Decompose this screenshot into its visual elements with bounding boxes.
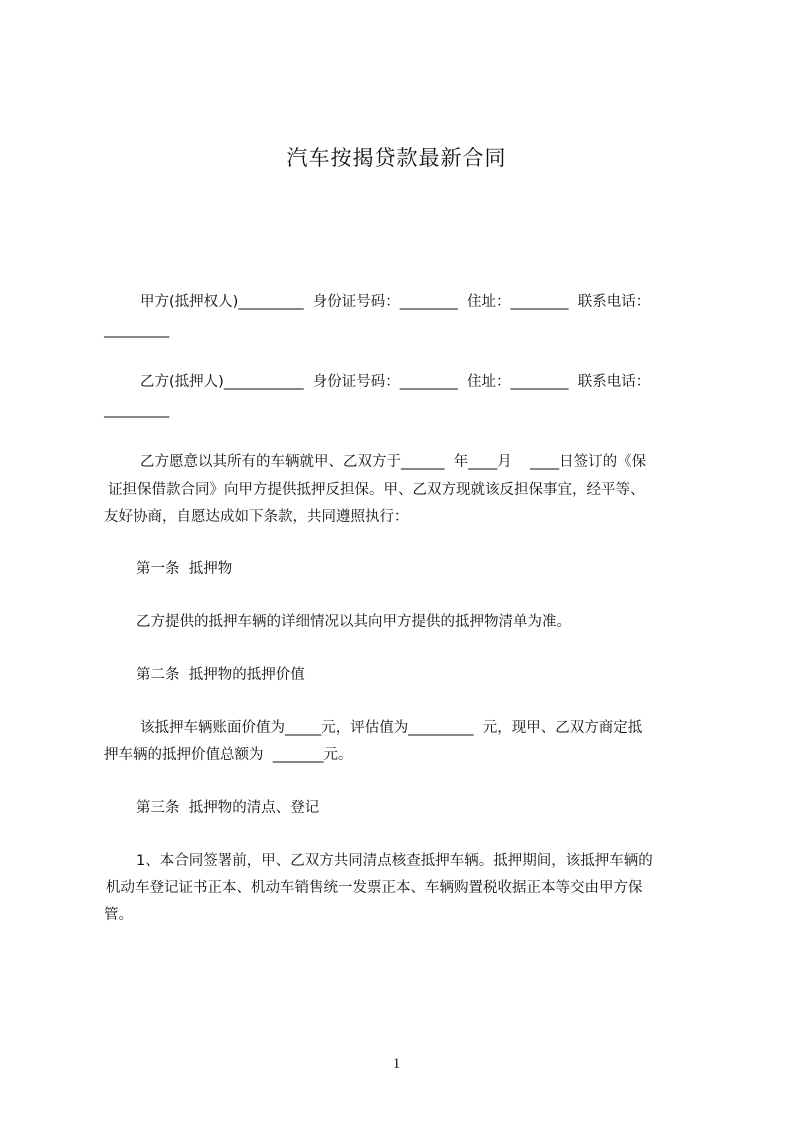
document-title: 汽车按揭贷款最新合同 (286, 146, 507, 170)
party-b-line-2: _________ (104, 402, 170, 418)
article-2-heading: 第二条 抵押物的抵押价值 (136, 667, 305, 683)
page-number: 1 (392, 1056, 401, 1072)
article-2-line-2: 押车辆的抵押价值总额为 _______元。 (104, 747, 353, 763)
preamble-line-1: 乙方愿意以其所有的车辆就甲、乙双方于______ 年____月 ____日签订的《保 (140, 454, 647, 470)
party-a-line-1: 甲方(抵押权人)_________ 身份证号码：________ 住址：________ 联系电话： (140, 294, 651, 310)
article-3-line-2: 机动车登记证书正本、机动车销售统一发票正本、车辆购置税收据正本等交由甲方保 (106, 880, 643, 896)
preamble-line-3: 友好协商，自愿达成如下条款，共同遵照执行： (104, 509, 409, 525)
article-1-body: 乙方提供的抵押车辆的详细情况以其向甲方提供的抵押物清单为准。 (136, 614, 571, 630)
party-a-line-2: _________ (104, 322, 170, 338)
article-3-line-3: 管。 (104, 907, 133, 923)
article-2-line-1: 该抵押车辆账面价值为_____元，评估值为_________ 元，现甲、乙双方商定抵 (140, 720, 643, 736)
article-3-line-1: 1、本合同签署前，甲、乙双方共同清点核查抵押车辆。抵押期间，该抵押车辆的 (136, 853, 653, 869)
preamble-line-2: 证担保借款合同》向甲方提供抵押反担保。甲、乙双方现就该反担保事宜，经平等、 (108, 482, 645, 498)
article-3-heading: 第三条 抵押物的清点、登记 (136, 800, 320, 816)
article-1-heading: 第一条 抵押物 (136, 561, 233, 577)
party-b-line-1: 乙方(抵押人)___________ 身份证号码：________ 住址：________ 联系电话： (140, 374, 651, 390)
